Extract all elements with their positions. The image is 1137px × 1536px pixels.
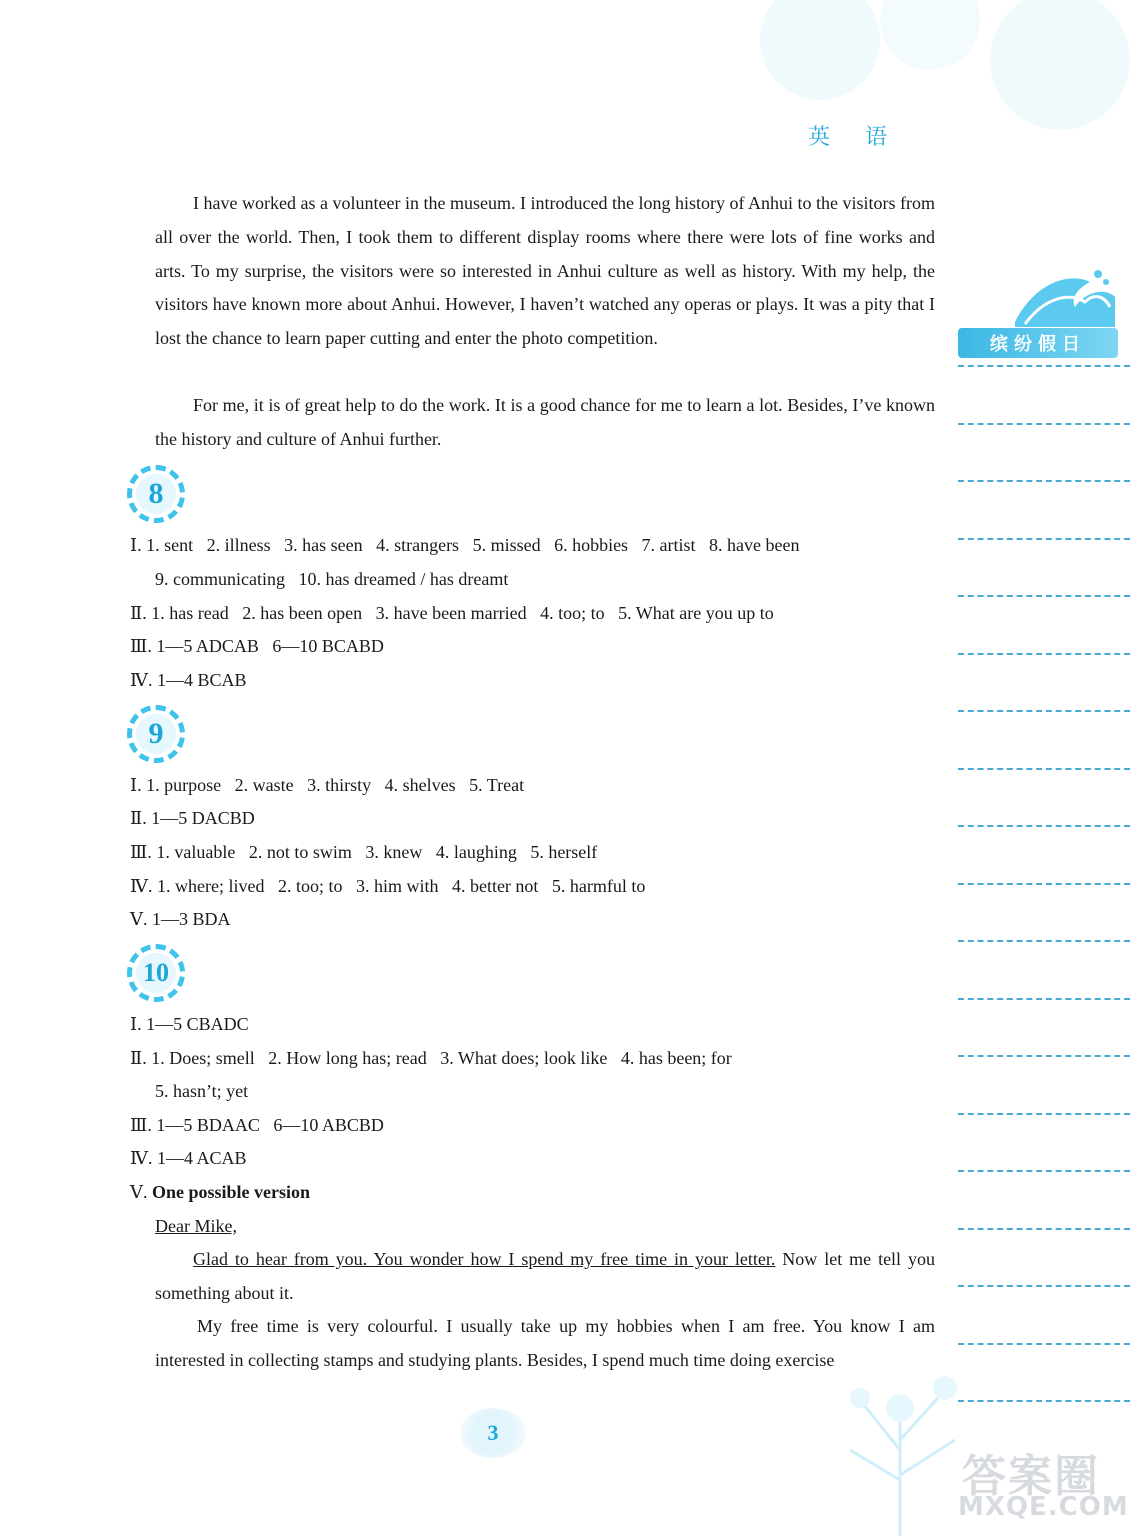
answer-line: 5. hasn’t; yet	[155, 1081, 249, 1101]
answer-line: 9. communicating 10. has dreamed / has dreamt	[155, 569, 509, 589]
watermark-url: MXQE.COM	[958, 1492, 1129, 1522]
page-number: 3	[487, 1420, 499, 1445]
letter-underlined-text: Glad to hear from you. You wonder how I spend my free time in your letter.	[193, 1249, 776, 1269]
intro-paragraph: I have worked as a volunteer in the museum. I introduced the long history of Anhui to the visitors from all over the world. Then, I took them to different display rooms where there were lots of fine works and arts. To my surprise, the visitors were so interested in Anhui culture as well as history. With my help, the visitors have known more about Anhui. However, I haven’t watched any operas or plays. It was a pity that I lost the chance to learn paper cutting and enter the photo competition.	[155, 193, 935, 349]
answer-line: Ⅲ. 1—5 BDAAC 6—10 ABCBD	[130, 1115, 384, 1135]
answer-line: Ⅲ. 1—5 ADCAB 6—10 BCABD	[130, 636, 384, 656]
answer-line: Ⅴ. 1—3 BDA	[130, 909, 231, 929]
section-badge	[127, 944, 185, 1002]
section-number: 8	[136, 474, 176, 514]
answer-line: Ⅳ. 1—4 BCAB	[130, 670, 247, 690]
answer-line: Ⅰ. 1. purpose 2. waste 3. thirsty 4. shelves 5. Treat	[130, 775, 525, 795]
letter-paragraph	[155, 1243, 935, 1311]
note-line	[958, 1228, 1130, 1230]
note-line	[958, 768, 1130, 770]
note-line	[958, 998, 1130, 1000]
section-badge	[127, 705, 185, 763]
answer-line: Ⅰ. 1—5 CBADC	[130, 1014, 249, 1034]
note-line	[958, 1285, 1130, 1287]
answer-line: Ⅰ. 1. sent 2. illness 3. has seen 4. strangers 5. missed 6. hobbies 7. artist 8. have been	[130, 535, 800, 555]
note-line	[958, 595, 1130, 597]
answer-line: Ⅳ. 1—4 ACAB	[130, 1148, 247, 1168]
answer-line: Ⅲ. 1. valuable 2. not to swim 3. knew 4. laughing 5. herself	[130, 842, 598, 862]
note-line	[958, 538, 1130, 540]
answer-line: Ⅱ. 1—5 DACBD	[130, 808, 255, 828]
note-line	[958, 423, 1130, 425]
note-line	[958, 653, 1130, 655]
note-line	[958, 480, 1130, 482]
page-subject: 英 语	[808, 125, 901, 150]
roman-numeral: Ⅴ.	[130, 1182, 152, 1202]
note-line	[958, 940, 1130, 942]
note-line	[958, 1400, 1130, 1402]
answer-line: Ⅱ. 1. has read 2. has been open 3. have been married 4. too; to 5. What are you up to	[130, 603, 774, 623]
note-line	[958, 825, 1130, 827]
letter-text: Now let me tell you something about it.	[155, 1249, 935, 1303]
section-number: 9	[136, 714, 176, 754]
answer-line	[130, 1175, 310, 1209]
note-line	[958, 710, 1130, 712]
letter-greeting: Dear Mike,	[155, 1216, 237, 1236]
decorative-background	[700, 0, 1137, 180]
version-label: One possible version	[152, 1182, 311, 1202]
section-badge	[127, 465, 185, 523]
notes-lines	[958, 365, 1130, 1458]
note-line	[958, 1055, 1130, 1057]
intro-paragraph: For me, it is of great help to do the work. It is a good chance for me to learn a lot. Besides, I’ve known the history and culture of Anhui further.	[155, 395, 935, 449]
letter-paragraph: My free time is very colourful. I usually take up my hobbies when I am free. You know I am interested in collecting stamps and studying plants. Besides, I spend much time doing exercise	[155, 1316, 935, 1370]
answer-line: Ⅳ. 1. where; lived 2. too; to 3. him with 4. better not 5. harmful to	[130, 876, 646, 896]
note-line	[958, 1113, 1130, 1115]
note-line	[958, 1343, 1130, 1345]
answer-line: Ⅱ. 1. Does; smell 2. How long has; read 3. What does; look like 4. has been; for	[130, 1048, 732, 1068]
watermark-logo	[940, 1440, 1130, 1530]
note-line	[958, 883, 1130, 885]
wave-icon	[1010, 262, 1120, 332]
holiday-tag: 缤纷假日	[958, 328, 1118, 358]
page-number-badge	[460, 1408, 526, 1458]
watermark-text: 答案圈	[962, 1451, 1100, 1502]
note-line	[958, 1170, 1130, 1172]
note-line	[958, 365, 1130, 367]
section-number: 10	[136, 953, 176, 993]
